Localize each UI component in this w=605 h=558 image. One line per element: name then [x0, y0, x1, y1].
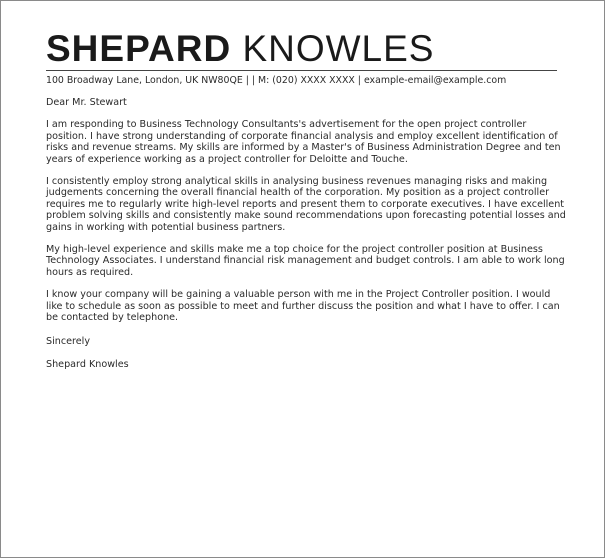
salutation: Dear Mr. Stewart	[46, 97, 127, 108]
cover-letter	[46, 29, 566, 370]
body-paragraph-2: I consistently employ strong analytical skills in analysing business revenues managing risks and making judgements concerning the overall financial health of the corporation. My position as a project controller requires me to regularly write high-level reports and present them to corporate executives. I have excellent problem solving skills and consistently make sound recommendations upon forecasting potential losses and gains in working with potential business partners.	[46, 176, 566, 233]
applicant-name	[46, 29, 566, 69]
contact-line: 100 Broadway Lane, London, UK NW80QE | | M: (020) XXXX XXXX | example-email@example.com	[46, 70, 557, 87]
body-paragraph-4: I know your company will be gaining a valuable person with me in the Project Controller position. I would like to schedule as soon as possible to meet and further discuss the position and what I have to offer. I can be contacted by telephone.	[46, 289, 560, 324]
first-name: SHEPARD	[46, 28, 232, 69]
body-paragraph-3: My high-level experience and skills make me a top choice for the project controller position at Business Technology Associates. I understand financial risk management and budget controls. I am able to work long hours as required.	[46, 244, 565, 278]
body-paragraph-1: I am responding to Business Technology Consultants's advertisement for the open project controller position. I have strong understanding of corporate financial analysis and employ excellent identification of risks and revenue streams. My skills are informed by a Master's of Business Administration Degree and ten years of experience working as a project controller for Deloitte and Touche.	[46, 119, 561, 165]
closing: Sincerely	[46, 335, 90, 347]
signature: Shepard Knowles	[46, 358, 129, 370]
last-name: KNOWLES	[242, 28, 435, 69]
